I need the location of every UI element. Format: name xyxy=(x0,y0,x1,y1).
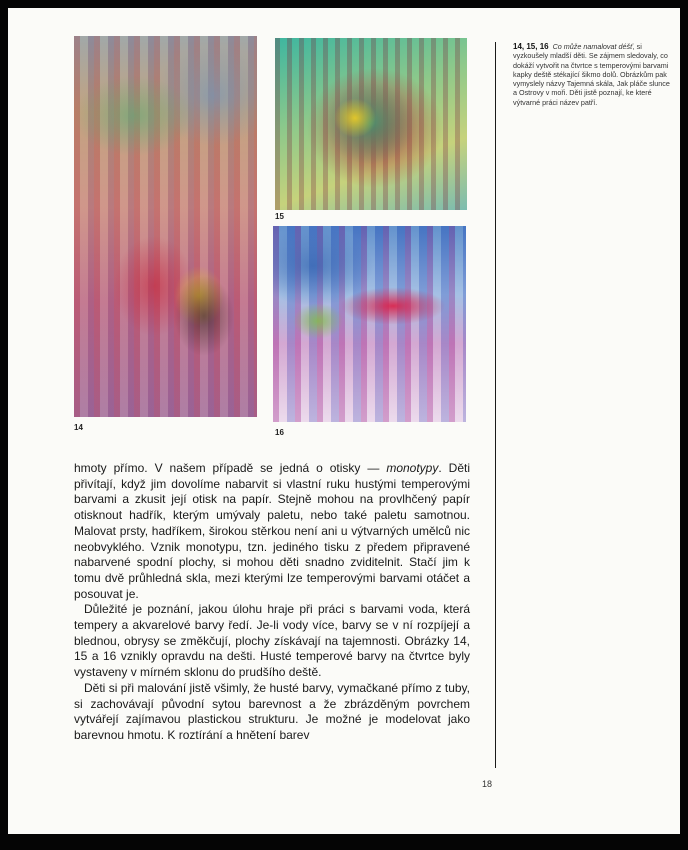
painting-image-16 xyxy=(273,226,466,422)
figure-label-16: 16 xyxy=(275,428,284,437)
caption-numbers: 14, 15, 16 xyxy=(513,42,549,51)
paragraph-3: Děti si při malování jistě všimly, že husté barvy, vymačkané přímo z tuby, si zachovávají původní sytou barevnost a že zbrázděným povrchem vytvářejí zajímavou plastickou strukturu. Je možné je modelovat jako barevnou hmotu. K roztírání a hnětení barev xyxy=(74,680,470,742)
column-divider xyxy=(495,42,496,768)
figure-caption xyxy=(513,42,673,107)
painting-image-14 xyxy=(74,36,257,417)
paragraph-1-italic: monotypy xyxy=(386,461,439,475)
caption-title: Co může namalovat déšť xyxy=(552,42,633,51)
book-page xyxy=(8,8,680,834)
painting-image-15 xyxy=(275,38,467,210)
paragraph-2: Důležité je poznání, jakou úlohu hraje při práci s barvami voda, která tempery a akvarelové barvy ředí. Je-li vody více, barvy se v ní rozpíjejí a blednou, obrysy se změkčují, plochy získávají na tajemnosti. Obrázky 14, 15 a 16 vznikly opravdu na dešti. Husté temperové barvy na čtvrtce byly vystaveny v mírném sklonu do prudšího deště. xyxy=(74,602,470,680)
page-number: 18 xyxy=(482,779,493,789)
paragraph-1-start: hmoty přímo. V našem případě se jedná o otisky — xyxy=(74,461,387,475)
figure-label-15: 15 xyxy=(275,212,284,221)
body-text xyxy=(74,461,470,744)
paragraph-1-end: . Děti přivítají, když jim dovolíme nabarvit si vlastní ruku hustými temperovými barvami a zkusit její otisk na papír. Stejně mohou na provlhčený papír otisknout hadřík, kterým umývaly paletu, nebo také paletu samotnou. Malovat prsty, hadříkem, širokou stěrkou není ani u výtvarných umělců nic neobvyklého. Vznik monotypu, tzn. jediného tisku z předem připravené nabarvené spodní plochy, si mohou děti snadno zviditelnit. Stačí jim k tomu dvě průhledná skla, mezi kterými lze temperovými barvami otáčet a posouvat je. xyxy=(74,461,470,601)
figure-label-14: 14 xyxy=(74,423,83,432)
paragraph-1 xyxy=(74,461,470,602)
caption-text: , si vyzkoušely mladší děti. Se zájmem sledovaly, co dokáží vytvořit na čtvrtce s temperovými barvami kapky deště stékající šikmo dolů. Obrázkům pak vymyslely názvy Tajemná skála, Jak pláče slunce a Ostrovy v moři. Děti jistě poznají, ke které výtvarné práci název patří. xyxy=(513,42,670,107)
